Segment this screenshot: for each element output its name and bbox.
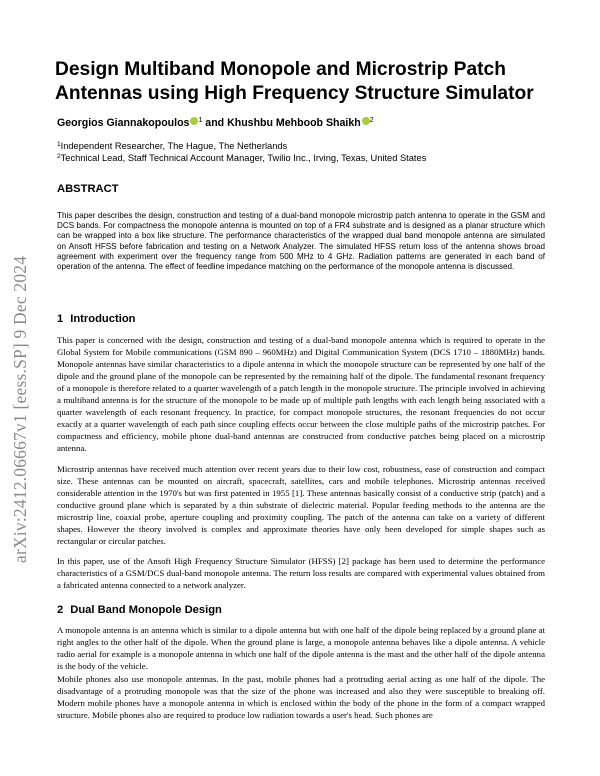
- paragraph: In this paper, use of the Ansoft High Frequency Structure Simulator (HFSS) [2] package has been used to determine the performance characteristics of a GSM/DCS dual-band monopole antenna. The return loss results are compared with experimental values obtained from a fabricated antenna connected to a network analyzer.: [57, 556, 545, 590]
- affiliation-marker: 2: [369, 117, 374, 124]
- paper-title: Design Multiband Monopole and Microstrip Patch Antennas using High Frequency Structure Simulator: [55, 59, 534, 104]
- affiliation-text: Technical Lead, Staff Technical Account Manager, Twilio Inc., Irving, Texas, United States: [60, 153, 427, 163]
- paragraph: Microstrip antennas have received much attention over recent years due to their low cost, robustness, ease of construction and compact size. These antennas can be mounted on aircraft, spacecraft, satellites, cars and mobile telephones. Microstrip antennas received considerable attention in the 1970's but was first patented in 1955 [1]. These antennas basically consist of a conductive strip (patch) and a conductive ground plane which is separated by a thin substrate of dielectric material. Popular feeding methods to the antenna are the microstrip line, coaxial probe, aperture coupling and proximity coupling. The patch of the antenna can take on a variety of different shapes. However the theory involved is complex and approximate theories have only been developed for simple shapes such as rectangular or circular patches.: [57, 464, 545, 546]
- paragraph: A monopole antenna is an antenna which is similar to a dipole antenna but with one half of the dipole being replaced by a ground plane at right angles to the other half of the dipole. When the ground plane is large, a monopole antenna behaves like a dipole antenna. A vehicle radio aerial for example is a monopole antenna in which one half of the dipole antenna is the mast and the other half of the dipole antenna is the body of the vehicle.: [57, 625, 545, 671]
- orcid-icon[interactable]: [362, 117, 370, 125]
- section-heading-dual-band: [57, 604, 222, 616]
- affiliation-marker: 1: [57, 141, 61, 148]
- author-name: Khushbu Mehboob Shaikh: [227, 117, 361, 129]
- affiliation-marker: 2: [57, 153, 61, 160]
- section-number: 1: [57, 313, 64, 325]
- section-heading-introduction: [57, 313, 135, 325]
- affiliation-2: [57, 153, 426, 163]
- author-name: Georgios Giannakopoulos: [57, 117, 190, 129]
- author-conjunction: and: [205, 117, 225, 129]
- section-title: Dual Band Monopole Design: [70, 604, 222, 616]
- abstract-heading: ABSTRACT: [57, 183, 119, 195]
- section-title: Introduction: [70, 313, 136, 325]
- paragraph: Mobile phones also use monopole antennas. In the past, mobile phones had a protruding aerial acting as one half of the dipole. The disadvantage of a protruding monopole was that the size of the phone was increased and also they were susceptible to breaking off. Modern mobile phones have a monopole antenna in which is enclosed within the body of the phone in the form of a compact wrapped structure. Mobile phones also are required to produce low radiation towards a user's head. Such phones are: [57, 674, 545, 720]
- affiliation-marker: 1: [198, 117, 203, 124]
- arxiv-identifier: arXiv:2412.06667v1 [eess.SP] 9 Dec 2024: [10, 255, 30, 563]
- section-number: 2: [57, 604, 64, 616]
- affiliation-1: [57, 141, 287, 151]
- paragraph: This paper is concerned with the design, construction and testing of a dual-band monopole antenna which is required to operate in the Global System for Mobile communications (GSM 890 – 960MHz) and Digital Communication System (DCS 1710 – 1880MHz) bands. Monopole antennas have similar characteristics to a dipole antenna in which the monopole structure can be represented by one half of the dipole and the ground plane of the monopole can be represented by the remaining half of the dipole. The fundamental resonant frequency of a monopole is therefore related to a quarter wavelength of a patch length in the monopole structure. The principle involved in achieving a multiband antenna is for the structure of the monopole to be made up of multiple path lengths with each length being associated with a quarter wavelength of each resonant frequency. In practice, for compact monopole structures, the resonant frequencies do not occur exactly at a quarter wavelength of each path since coupling effects occur between the close multiple paths of the microstrip patches. For compactness and efficiency, mobile phone dual-band antennas are constructed from conductive patches being placed on a microstrip antenna.: [57, 335, 545, 453]
- author-line: [57, 117, 374, 129]
- abstract-body: This paper describes the design, construction and testing of a dual-band monopole microstrip patch antenna to operate in the GSM and DCS bands. For compactness the monopole antenna is mounted on top of a FR4 substrate and is designed as a planar structure which can be wrapped into a box like structure. The performance characteristics of the wrapped dual band monopole antenna are simulated on Ansoft HFSS before fabrication and testing on a Network Analyzer. The simulated HFSS return loss of the antenna shows broad agreement with experiment over the frequency range from 500 MHz to 4 GHz. Radiation patterns are generated in each band of operation of the antenna. The effect of feedline impedance matching on the performance of the monopole antenna is discussed.: [57, 211, 545, 272]
- affiliation-text: Independent Researcher, The Hague, The Netherlands: [60, 141, 288, 151]
